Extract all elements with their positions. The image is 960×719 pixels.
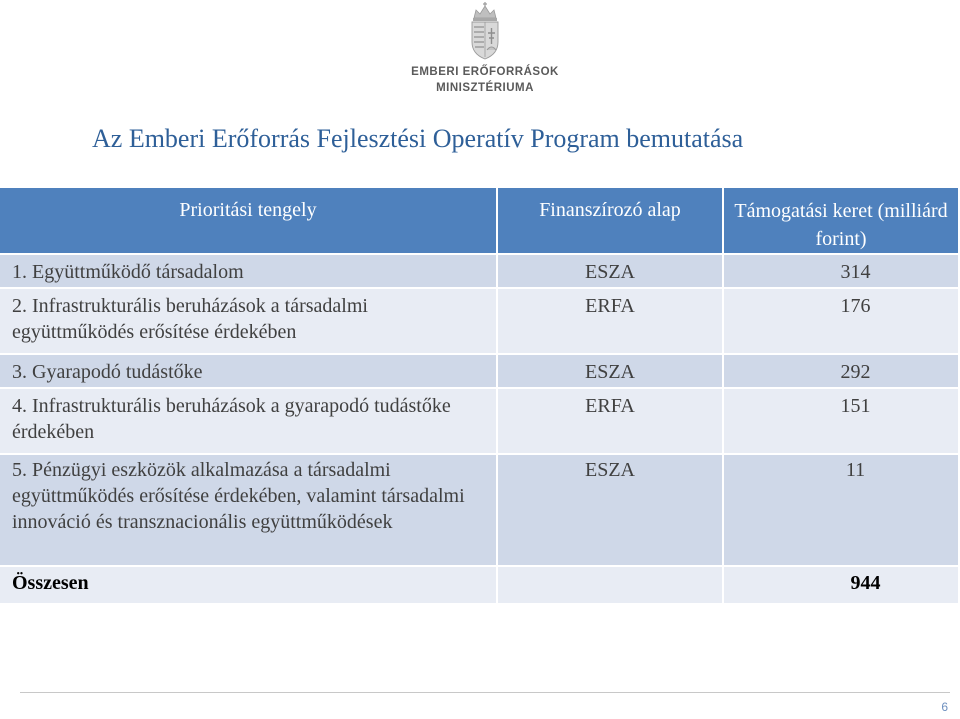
- header-budget: Támogatási keret (milliárd forint): [724, 188, 960, 255]
- table-row: [0, 355, 960, 389]
- amount-cell: 11: [724, 455, 960, 567]
- ministry-name-line1: EMBERI ERŐFORRÁSOK: [411, 66, 559, 78]
- total-row: [0, 567, 960, 605]
- header-priority-axis: Prioritási tengely: [0, 188, 498, 255]
- table-row: [0, 289, 960, 355]
- total-fund-cell: [498, 567, 724, 605]
- table-row: [0, 389, 960, 455]
- priority-axis-cell: 3. Gyarapodó tudástőke: [0, 355, 498, 389]
- priority-axis-cell: 4. Infrastrukturális beruházások a gyarapodó tudástőke érdekében: [0, 389, 498, 455]
- fund-cell: ERFA: [498, 289, 724, 355]
- total-amount: 944: [724, 567, 960, 605]
- priority-axes-table: [0, 188, 960, 605]
- fund-cell: ESZA: [498, 255, 724, 289]
- amount-cell: 176: [724, 289, 960, 355]
- ministry-name-line2: MINISZTÉRIUMA: [436, 82, 534, 94]
- header-fund: Finanszírozó alap: [498, 188, 724, 255]
- page-title: Az Emberi Erőforrás Fejlesztési Operatív Program bemutatása: [92, 124, 744, 153]
- footer-divider: [20, 692, 950, 693]
- ministry-logo: [410, 2, 560, 98]
- fund-cell: ESZA: [498, 455, 724, 567]
- priority-axis-cell: 1. Együttműködő társadalom: [0, 255, 498, 289]
- amount-cell: 151: [724, 389, 960, 455]
- priority-axis-cell: 2. Infrastrukturális beruházások a társadalmi együttműködés erősítése érdekében: [0, 289, 498, 355]
- total-label: Összesen: [0, 567, 498, 605]
- page-number: 6: [941, 700, 948, 714]
- priority-axis-cell: 5. Pénzügyi eszközök alkalmazása a társadalmi együttműködés erősítése érdekében, valamint társadalmi innováció és transznacionális együttműködések: [0, 455, 498, 567]
- fund-cell: ESZA: [498, 355, 724, 389]
- amount-cell: 314: [724, 255, 960, 289]
- table-row: [0, 455, 960, 567]
- table-header-row: [0, 188, 960, 255]
- fund-cell: ERFA: [498, 389, 724, 455]
- table-row: [0, 255, 960, 289]
- coat-of-arms-icon: [468, 2, 502, 60]
- amount-cell: 292: [724, 355, 960, 389]
